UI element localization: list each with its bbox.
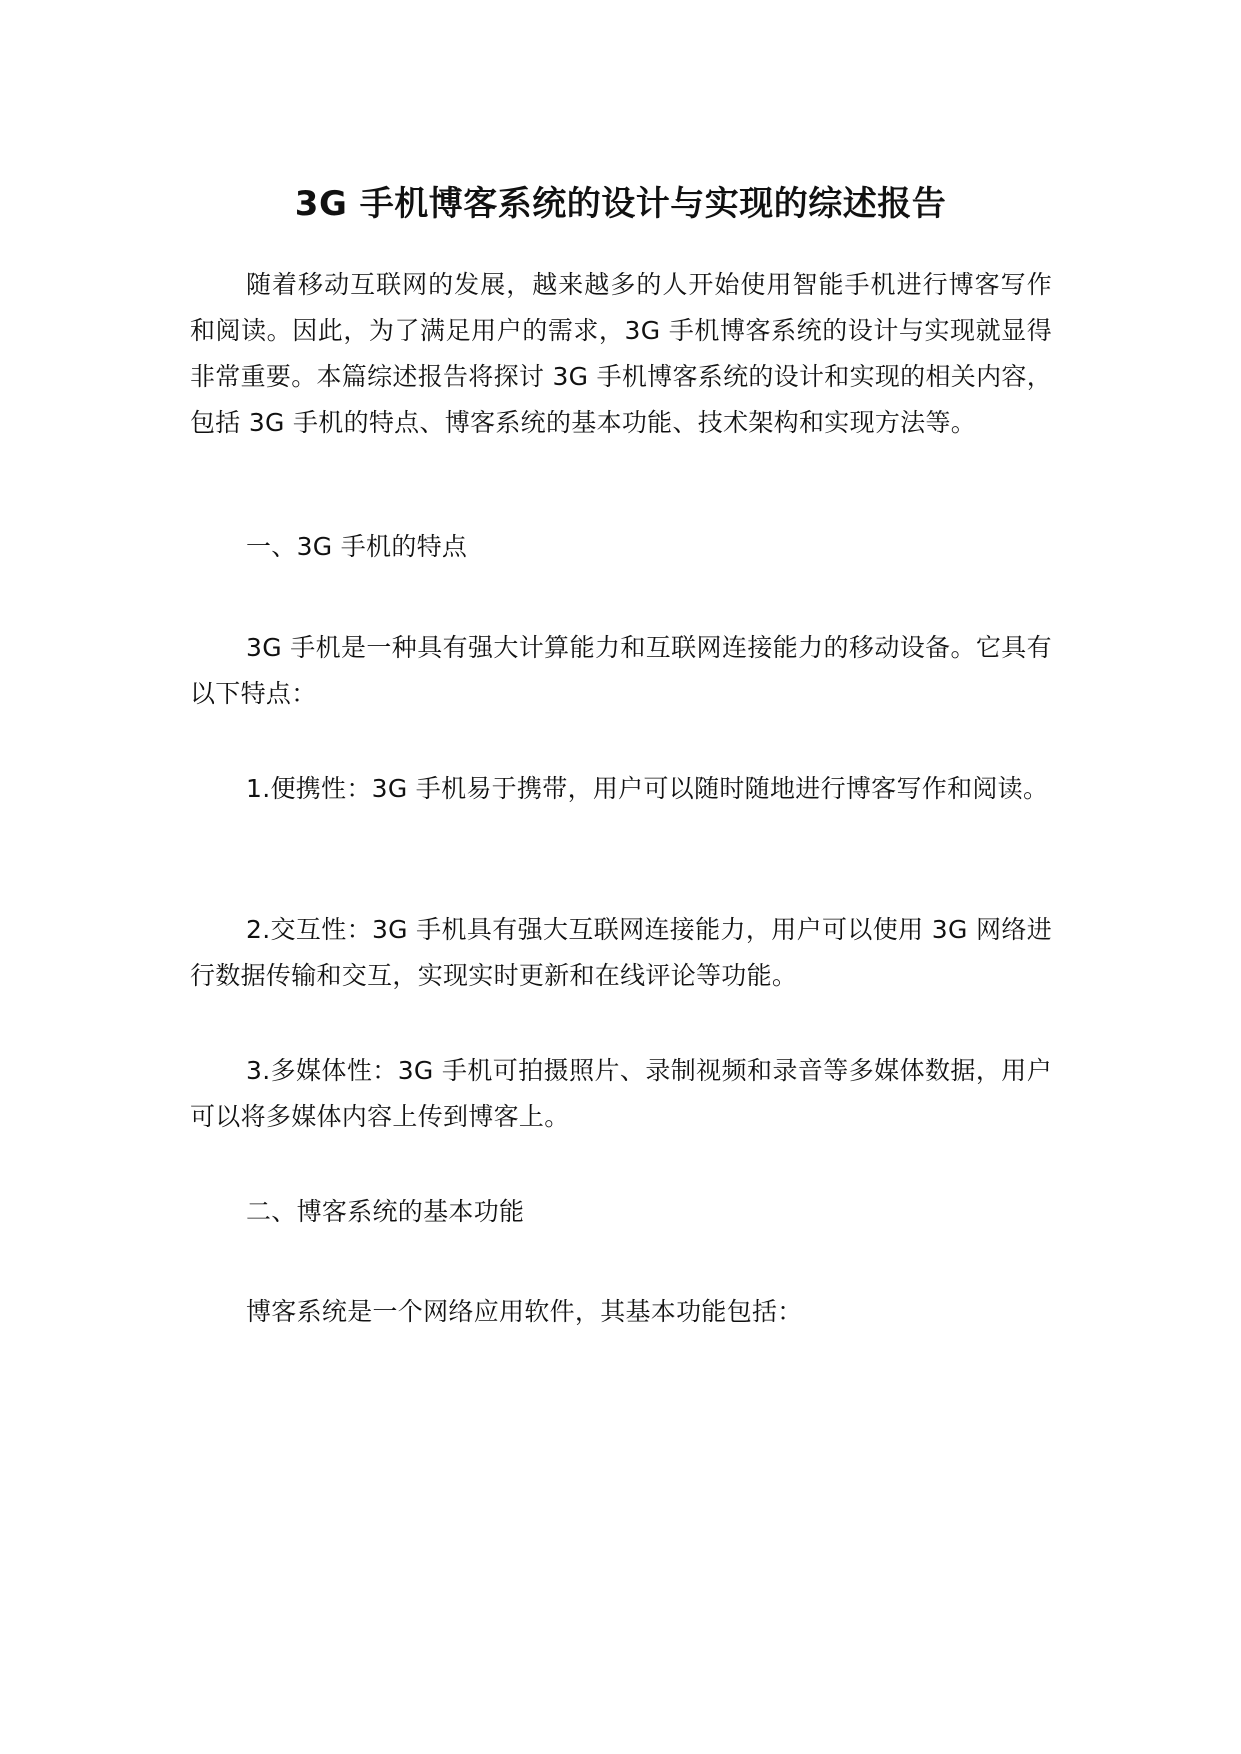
document-title: 3G 手机博客系统的设计与实现的综述报告	[294, 184, 947, 224]
section-heading-3g-features: 一、3G 手机的特点	[246, 532, 468, 561]
list-item-portability: 1.便携性：3G 手机易于携带，用户可以随时随地进行博客写作和阅读。	[246, 774, 1049, 803]
paragraph-blog-functions: 博客系统是一个网络应用软件，其基本功能包括：	[246, 1297, 803, 1326]
intro-paragraph: 随着移动互联网的发展，越来越多的人开始使用智能手机进行博客写作和阅读。因此，为了满足用户的需求，3G 手机博客系统的设计与实现就显得非常重要。本篇综述报告将探讨 3G 手机博客系统的设计和实现的相关内容，包括 3G 手机的特点、博客系统的基本功能、技术架构和实现方法等。	[190, 270, 1052, 437]
list-item-interactivity: 2.交互性：3G 手机具有强大互联网连接能力，用户可以使用 3G 网络进行数据传输和交互，实现实时更新和在线评论等功能。	[190, 915, 1052, 990]
paragraph-3g-overview: 3G 手机是一种具有强大计算能力和互联网连接能力的移动设备。它具有以下特点：	[190, 633, 1052, 708]
section-heading-blog-functions: 二、博客系统的基本功能	[246, 1197, 525, 1226]
list-item-multimedia: 3.多媒体性：3G 手机可拍摄照片、录制视频和录音等多媒体数据，用户可以将多媒体内容上传到博客上。	[190, 1056, 1052, 1131]
